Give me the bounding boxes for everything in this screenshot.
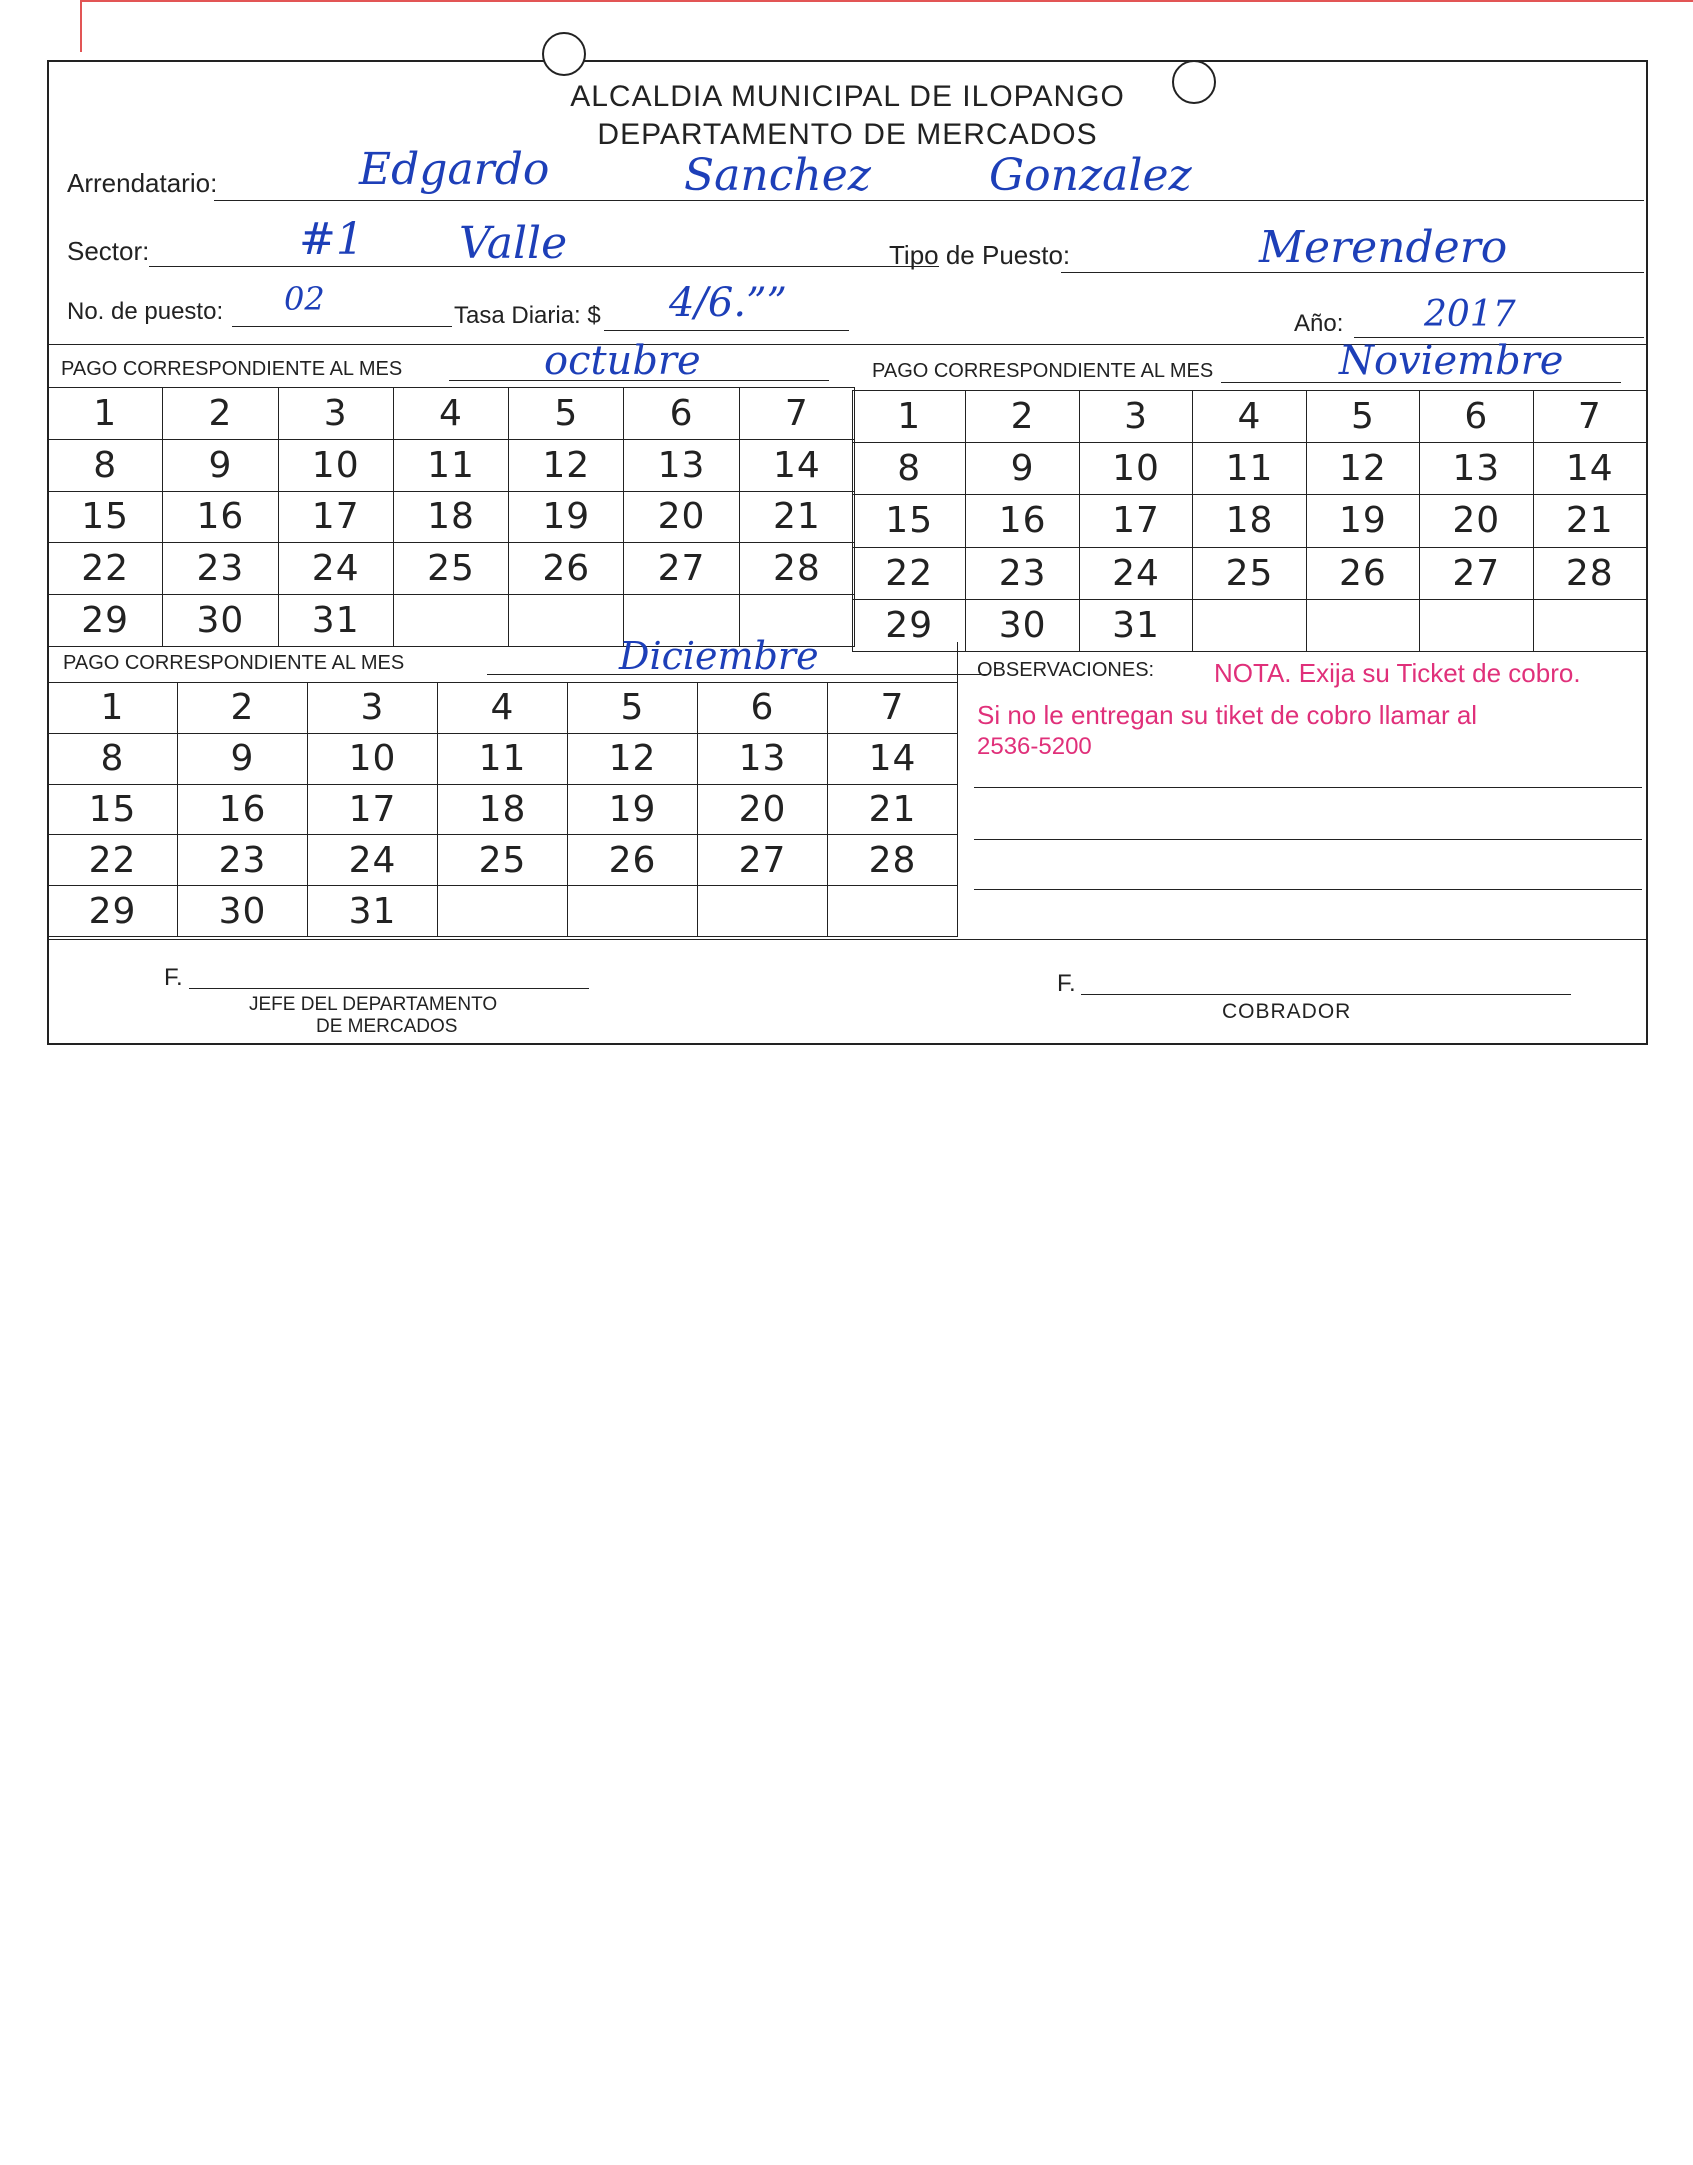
day-cell-october: 24 <box>278 543 393 595</box>
puesto-value: 02 <box>284 280 325 318</box>
day-cell-december: 1 <box>48 683 178 734</box>
day-grid-november <box>852 390 1647 652</box>
arrendatario-last-name-1: Sanchez <box>684 150 871 201</box>
day-cell-october: 1 <box>48 388 163 440</box>
month-2-label: PAGO CORRESPONDIENTE AL MES <box>872 360 1214 382</box>
tasa-line <box>604 330 849 331</box>
day-cell-december: 13 <box>698 733 828 784</box>
day-row <box>48 439 855 491</box>
day-cell-october: 29 <box>48 595 163 647</box>
day-cell-november: 1 <box>853 391 966 443</box>
day-cell-october: 19 <box>509 491 624 543</box>
day-cell-november <box>1193 599 1306 651</box>
day-cell-october: 13 <box>624 439 739 491</box>
day-row <box>48 543 855 595</box>
tipo-puesto-value: Merendero <box>1259 222 1508 273</box>
day-row <box>48 886 958 937</box>
day-cell-november: 20 <box>1420 495 1533 547</box>
observations-line-1: Si no le entregan su tiket de cobro llamar al <box>977 700 1478 730</box>
day-cell-december: 10 <box>308 733 438 784</box>
day-cell-october: 5 <box>509 388 624 440</box>
arrendatario-line <box>214 200 1644 201</box>
day-cell-november: 27 <box>1420 547 1533 599</box>
day-cell-october: 25 <box>393 543 508 595</box>
observations-divider <box>957 642 958 937</box>
day-cell-october: 26 <box>509 543 624 595</box>
day-cell-november: 3 <box>1079 391 1192 443</box>
day-row <box>48 733 958 784</box>
day-cell-october: 3 <box>278 388 393 440</box>
day-cell-december: 9 <box>178 733 308 784</box>
day-cell-december: 20 <box>698 784 828 835</box>
day-cell-october: 4 <box>393 388 508 440</box>
arrendatario-first-name: Edgardo <box>359 144 550 195</box>
day-row <box>48 835 958 886</box>
day-cell-november: 7 <box>1533 391 1646 443</box>
month-3-value: Diciembre <box>619 634 819 678</box>
day-cell-december: 18 <box>438 784 568 835</box>
signature-right-line <box>1081 994 1571 995</box>
signature-right-title: COBRADOR <box>1222 1000 1352 1023</box>
day-cell-december: 21 <box>828 784 958 835</box>
day-cell-october: 10 <box>278 439 393 491</box>
day-row <box>48 388 855 440</box>
header-title: ALCALDIA MUNICIPAL DE ILOPANGO <box>570 80 1125 113</box>
anio-value: 2017 <box>1424 294 1516 335</box>
month-1-value: octubre <box>544 338 701 384</box>
day-cell-november: 26 <box>1306 547 1419 599</box>
day-cell-november: 29 <box>853 599 966 651</box>
day-cell-november: 30 <box>966 599 1079 651</box>
day-cell-december: 25 <box>438 835 568 886</box>
day-cell-november: 24 <box>1079 547 1192 599</box>
day-cell-october: 20 <box>624 491 739 543</box>
signature-left-line <box>189 988 589 989</box>
day-cell-december: 19 <box>568 784 698 835</box>
puesto-line <box>232 326 452 327</box>
day-cell-november: 22 <box>853 547 966 599</box>
observations-phone: 2536-5200 <box>977 733 1092 760</box>
day-cell-october: 16 <box>163 491 278 543</box>
page-edge-red-line <box>80 0 1693 16</box>
day-cell-december: 24 <box>308 835 438 886</box>
arrendatario-label: Arrendatario: <box>67 168 218 198</box>
day-cell-november: 4 <box>1193 391 1306 443</box>
day-cell-december <box>828 886 958 937</box>
day-cell-october: 11 <box>393 439 508 491</box>
day-cell-december: 15 <box>48 784 178 835</box>
signature-left-prefix: F. <box>164 964 183 991</box>
day-cell-december: 16 <box>178 784 308 835</box>
day-cell-october: 12 <box>509 439 624 491</box>
day-cell-october <box>393 595 508 647</box>
sector-label: Sector: <box>67 236 150 266</box>
day-cell-december <box>698 886 828 937</box>
tipo-puesto-label: Tipo de Puesto: <box>889 240 1071 270</box>
tasa-label: Tasa Diaria: $ <box>454 302 601 329</box>
day-cell-november: 19 <box>1306 495 1419 547</box>
month-3-label: PAGO CORRESPONDIENTE AL MES <box>63 652 405 674</box>
day-row <box>853 599 1647 651</box>
day-row <box>48 683 958 734</box>
day-cell-november: 15 <box>853 495 966 547</box>
day-cell-december: 23 <box>178 835 308 886</box>
signature-right-prefix: F. <box>1057 970 1076 997</box>
payment-card <box>47 60 1648 1045</box>
day-cell-november: 25 <box>1193 547 1306 599</box>
day-cell-october <box>509 595 624 647</box>
day-cell-december: 31 <box>308 886 438 937</box>
day-cell-december: 14 <box>828 733 958 784</box>
day-row <box>48 784 958 835</box>
day-cell-november: 17 <box>1079 495 1192 547</box>
day-cell-november: 5 <box>1306 391 1419 443</box>
observations-line-c <box>974 889 1642 890</box>
day-cell-december: 8 <box>48 733 178 784</box>
day-cell-december: 6 <box>698 683 828 734</box>
day-cell-november: 11 <box>1193 443 1306 495</box>
day-row <box>853 443 1647 495</box>
day-row <box>853 547 1647 599</box>
day-cell-october: 22 <box>48 543 163 595</box>
month-1-label: PAGO CORRESPONDIENTE AL MES <box>61 358 403 380</box>
day-cell-november: 9 <box>966 443 1079 495</box>
day-cell-november: 31 <box>1079 599 1192 651</box>
day-cell-october: 30 <box>163 595 278 647</box>
divider-bottom <box>49 939 1646 940</box>
day-cell-december: 22 <box>48 835 178 886</box>
puesto-label: No. de puesto: <box>67 298 224 325</box>
day-cell-december <box>438 886 568 937</box>
day-cell-november: 21 <box>1533 495 1646 547</box>
day-cell-november: 8 <box>853 443 966 495</box>
day-cell-december <box>568 886 698 937</box>
anio-label: Año: <box>1294 310 1344 337</box>
day-cell-november: 16 <box>966 495 1079 547</box>
day-cell-november: 13 <box>1420 443 1533 495</box>
day-cell-october: 27 <box>624 543 739 595</box>
day-cell-december: 7 <box>828 683 958 734</box>
day-row <box>48 491 855 543</box>
day-cell-december: 27 <box>698 835 828 886</box>
observations-label: OBSERVACIONES: <box>977 659 1155 681</box>
signature-left-title-1: JEFE DEL DEPARTAMENTO <box>249 994 498 1015</box>
day-cell-october: 17 <box>278 491 393 543</box>
day-cell-december: 12 <box>568 733 698 784</box>
day-cell-november: 10 <box>1079 443 1192 495</box>
day-cell-november: 14 <box>1533 443 1646 495</box>
day-cell-october: 8 <box>48 439 163 491</box>
month-2-value: Noviembre <box>1339 338 1564 384</box>
day-cell-october: 28 <box>739 543 854 595</box>
day-cell-november: 18 <box>1193 495 1306 547</box>
day-cell-november <box>1533 599 1646 651</box>
day-cell-november: 2 <box>966 391 1079 443</box>
day-cell-october: 2 <box>163 388 278 440</box>
observations-line-b <box>974 839 1642 840</box>
day-cell-october: 31 <box>278 595 393 647</box>
day-cell-november: 6 <box>1420 391 1533 443</box>
day-cell-december: 2 <box>178 683 308 734</box>
day-cell-october: 6 <box>624 388 739 440</box>
day-cell-december: 26 <box>568 835 698 886</box>
day-cell-november <box>1306 599 1419 651</box>
day-cell-december: 5 <box>568 683 698 734</box>
day-cell-november: 28 <box>1533 547 1646 599</box>
day-cell-october: 21 <box>739 491 854 543</box>
day-cell-november: 12 <box>1306 443 1419 495</box>
day-cell-november <box>1420 599 1533 651</box>
observations-note: NOTA. Exija su Ticket de cobro. <box>1214 658 1581 688</box>
day-cell-december: 4 <box>438 683 568 734</box>
observations-line-a <box>974 787 1642 788</box>
day-cell-october: 18 <box>393 491 508 543</box>
day-cell-november: 23 <box>966 547 1079 599</box>
binder-hole-left <box>542 32 586 76</box>
day-cell-december: 28 <box>828 835 958 886</box>
sector-number: #1 <box>299 214 364 265</box>
day-cell-october: 15 <box>48 491 163 543</box>
day-cell-december: 29 <box>48 886 178 937</box>
day-cell-december: 30 <box>178 886 308 937</box>
arrendatario-last-name-2: Gonzalez <box>989 150 1192 201</box>
day-row <box>853 495 1647 547</box>
day-cell-december: 11 <box>438 733 568 784</box>
tasa-value: 4/6.”” <box>669 280 787 326</box>
page-edge-red-mark <box>80 0 82 52</box>
signature-left-title-2: DE MERCADOS <box>316 1016 458 1037</box>
day-row <box>853 391 1647 443</box>
day-cell-october: 7 <box>739 388 854 440</box>
sector-name: Valle <box>459 218 568 269</box>
day-cell-december: 17 <box>308 784 438 835</box>
day-cell-october: 14 <box>739 439 854 491</box>
day-cell-december: 3 <box>308 683 438 734</box>
day-grid-october <box>47 387 855 647</box>
day-grid-december <box>47 682 958 937</box>
header-subtitle: DEPARTAMENTO DE MERCADOS <box>597 118 1098 151</box>
day-cell-october: 23 <box>163 543 278 595</box>
day-cell-october: 9 <box>163 439 278 491</box>
